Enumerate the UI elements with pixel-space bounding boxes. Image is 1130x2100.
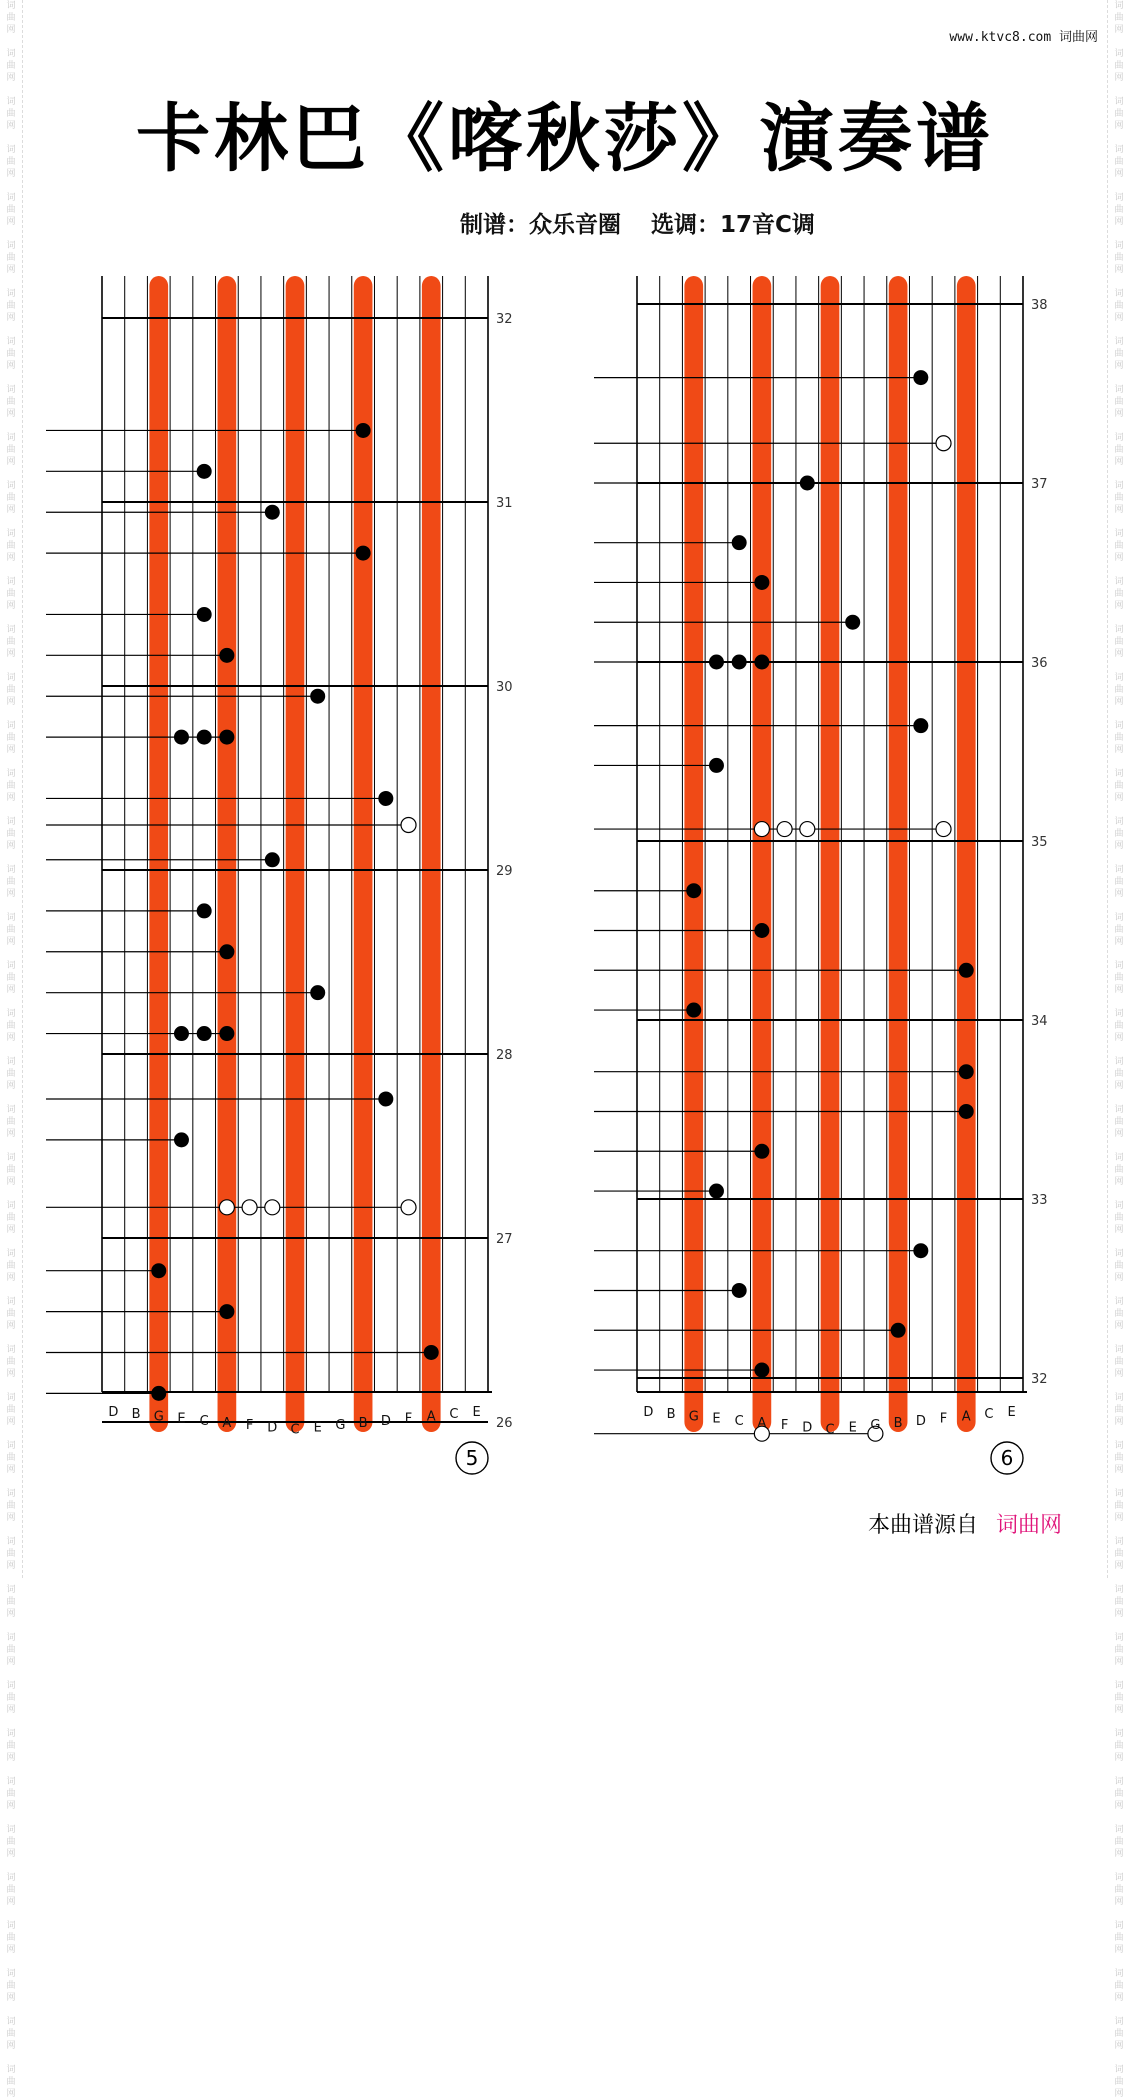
note-solid bbox=[913, 370, 928, 385]
tine-label: D bbox=[915, 1413, 926, 1429]
highlight-tine bbox=[684, 276, 703, 1432]
tine-label: D bbox=[802, 1420, 813, 1436]
note-solid bbox=[686, 883, 701, 898]
tine-label: A bbox=[426, 1409, 436, 1425]
score-panel-1 bbox=[46, 276, 513, 1474]
note-hollow bbox=[800, 822, 815, 837]
tine-label: E bbox=[177, 1411, 186, 1427]
note-solid bbox=[356, 546, 371, 561]
note-solid bbox=[709, 655, 724, 670]
measure-number: 32 bbox=[1031, 1372, 1048, 1387]
tine-label: A bbox=[222, 1416, 232, 1431]
note-solid bbox=[754, 1363, 769, 1378]
note-solid bbox=[310, 689, 325, 704]
highlight-tine bbox=[286, 276, 305, 1432]
tine-label: D bbox=[108, 1405, 119, 1420]
note-solid bbox=[732, 1283, 747, 1298]
source-footer bbox=[868, 1508, 1062, 1539]
tine-label: A bbox=[961, 1409, 971, 1425]
note-solid bbox=[424, 1345, 439, 1360]
tine-label: F bbox=[404, 1411, 413, 1427]
note-solid bbox=[219, 944, 234, 959]
note-solid bbox=[913, 1243, 928, 1258]
tine-label: F bbox=[245, 1418, 254, 1434]
tine-label: E bbox=[848, 1420, 857, 1436]
note-solid bbox=[151, 1263, 166, 1278]
tine-label: A bbox=[757, 1416, 767, 1431]
measure-number: 37 bbox=[1031, 477, 1048, 492]
left-watermark-strip: 词 曲 网 词 曲 网 词 曲 网 词 曲 网 词 曲 网 词 曲 网 词 曲 网 词 曲 网 词 曲 网 词 曲 网 词 曲 网 词 曲 网 词 曲 网 词 曲 网 词 曲 网 词 曲 网 词 曲 网 词 曲 网 词 曲 网 词 曲 网 词 曲 网 词 曲 网 词 曲 网 词 曲 网 词 曲 网 词 曲 网 词 曲 网 词 曲 网 词 曲 网 词 曲 网 词 曲 网 词 曲 网 词 曲 网 词 曲 网 词 曲 网 词 曲 网 词 曲 网 词 曲 网 词 曲 网 词 曲 网 词 曲 网 词 曲 网 词 曲 网 词 曲 网 bbox=[0, 0, 23, 1578]
note-solid bbox=[197, 464, 212, 479]
note-solid bbox=[174, 730, 189, 745]
tine-label: G bbox=[335, 1418, 346, 1434]
source-brand-link[interactable]: 词曲网 bbox=[996, 1513, 1063, 1538]
note-solid bbox=[891, 1323, 906, 1338]
note-solid bbox=[174, 1026, 189, 1041]
note-solid bbox=[686, 1003, 701, 1018]
tine-label: E bbox=[313, 1420, 322, 1436]
note-solid bbox=[709, 1184, 724, 1199]
page-title: 卡林巴《喀秋莎》演奏谱 bbox=[136, 96, 994, 182]
note-solid bbox=[356, 423, 371, 438]
tine-label: B bbox=[893, 1416, 903, 1431]
measure-number: 31 bbox=[496, 496, 513, 511]
note-solid bbox=[197, 903, 212, 918]
measure-number: 26 bbox=[496, 1416, 513, 1431]
note-solid bbox=[845, 615, 860, 630]
tine-label: D bbox=[380, 1413, 391, 1429]
measure-number: 36 bbox=[1031, 656, 1048, 671]
note-solid bbox=[800, 476, 815, 491]
note-solid bbox=[310, 985, 325, 1000]
note-solid bbox=[709, 758, 724, 773]
highlight-tine bbox=[149, 276, 168, 1432]
note-hollow bbox=[401, 1200, 416, 1215]
highlight-tine bbox=[218, 276, 237, 1432]
note-solid bbox=[219, 730, 234, 745]
note-hollow bbox=[936, 436, 951, 451]
note-solid bbox=[197, 607, 212, 622]
note-solid bbox=[197, 730, 212, 745]
tine-label: C bbox=[984, 1407, 994, 1423]
tine-label: B bbox=[666, 1407, 676, 1423]
tine-label: C bbox=[449, 1407, 459, 1423]
note-solid bbox=[913, 718, 928, 733]
tine-label: G bbox=[688, 1409, 699, 1425]
highlight-tine bbox=[889, 276, 908, 1432]
highlight-tine bbox=[422, 276, 441, 1432]
note-hollow bbox=[401, 818, 416, 833]
note-solid bbox=[378, 1091, 393, 1106]
measure-number: 27 bbox=[496, 1232, 513, 1247]
note-solid bbox=[378, 791, 393, 806]
note-solid bbox=[197, 1026, 212, 1041]
note-hollow bbox=[777, 822, 792, 837]
tine-label: E bbox=[472, 1405, 481, 1420]
note-solid bbox=[174, 1132, 189, 1147]
note-hollow bbox=[265, 1200, 280, 1215]
source-label: 本曲谱源自 bbox=[868, 1513, 979, 1538]
measure-number: 30 bbox=[496, 680, 513, 695]
score-panel-2 bbox=[594, 276, 1048, 1474]
key-label: 选调：17音C调 bbox=[651, 212, 815, 238]
note-hollow bbox=[936, 822, 951, 837]
note-solid bbox=[732, 535, 747, 550]
note-solid bbox=[959, 1064, 974, 1079]
right-watermark-strip: 词 曲 网 词 曲 网 词 曲 网 词 曲 网 词 曲 网 词 曲 网 词 曲 网 词 曲 网 词 曲 网 词 曲 网 词 曲 网 词 曲 网 词 曲 网 词 曲 网 词 曲 网 词 曲 网 词 曲 网 词 曲 网 词 曲 网 词 曲 网 词 曲 网 词 曲 网 词 曲 网 词 曲 网 词 曲 网 词 曲 网 词 曲 网 词 曲 网 词 曲 网 词 曲 网 词 曲 网 词 曲 网 词 曲 网 词 曲 网 词 曲 网 词 曲 网 词 曲 网 词 曲 网 词 曲 网 词 曲 网 词 曲 网 词 曲 网 词 曲 网 词 曲 网 bbox=[1107, 0, 1130, 1578]
note-solid bbox=[219, 1026, 234, 1041]
tine-label: C bbox=[199, 1413, 209, 1429]
measure-number: 38 bbox=[1031, 298, 1048, 313]
note-solid bbox=[959, 963, 974, 978]
highlight-tine bbox=[821, 276, 840, 1432]
site-url[interactable]: www.ktvc8.com 词曲网 bbox=[949, 30, 1098, 45]
note-solid bbox=[959, 1104, 974, 1119]
note-solid bbox=[265, 505, 280, 520]
tine-label: C bbox=[290, 1422, 300, 1438]
note-solid bbox=[265, 852, 280, 867]
tine-label: F bbox=[780, 1418, 789, 1434]
page-number: 6 bbox=[1000, 1446, 1014, 1470]
tine-label: E bbox=[712, 1411, 721, 1427]
tine-label: D bbox=[643, 1405, 654, 1420]
note-solid bbox=[219, 1304, 234, 1319]
note-solid bbox=[732, 655, 747, 670]
tine-label: D bbox=[267, 1420, 278, 1436]
highlight-tine bbox=[753, 276, 772, 1432]
measure-number: 28 bbox=[496, 1048, 513, 1063]
tine-label: E bbox=[1007, 1405, 1016, 1420]
tine-label: B bbox=[358, 1416, 368, 1431]
tine-label: C bbox=[825, 1422, 835, 1438]
measure-number: 35 bbox=[1031, 835, 1048, 850]
tine-label: G bbox=[870, 1418, 881, 1434]
note-solid bbox=[754, 923, 769, 938]
note-hollow bbox=[754, 822, 769, 837]
highlight-tine bbox=[957, 276, 976, 1432]
arranger-label: 制谱：众乐音圈 bbox=[460, 212, 621, 238]
note-hollow bbox=[242, 1200, 257, 1215]
measure-number: 32 bbox=[496, 312, 513, 327]
tine-label: G bbox=[153, 1409, 164, 1425]
measure-number: 33 bbox=[1031, 1193, 1048, 1208]
highlight-tine bbox=[354, 276, 373, 1432]
note-hollow bbox=[219, 1200, 234, 1215]
measure-number: 29 bbox=[496, 864, 513, 879]
note-solid bbox=[151, 1386, 166, 1401]
note-solid bbox=[754, 575, 769, 590]
note-solid bbox=[754, 655, 769, 670]
measure-number: 34 bbox=[1031, 1014, 1048, 1029]
tine-label: B bbox=[131, 1407, 141, 1423]
tine-label: F bbox=[939, 1411, 948, 1427]
note-solid bbox=[219, 648, 234, 663]
note-solid bbox=[754, 1144, 769, 1159]
tine-label: C bbox=[734, 1413, 744, 1429]
page-number: 5 bbox=[465, 1446, 479, 1470]
